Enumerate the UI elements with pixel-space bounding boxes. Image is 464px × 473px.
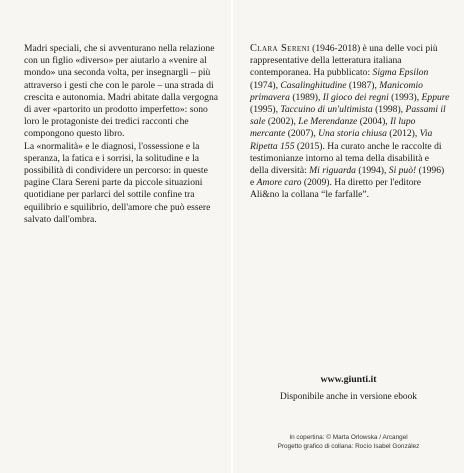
book-title: Sigma Epsilon — [372, 67, 429, 79]
bio-text: (1974), — [250, 79, 281, 91]
bio-text: (2007), — [285, 128, 319, 140]
book-title: Passami il sale — [250, 104, 446, 128]
book-title: Si può! — [388, 165, 417, 177]
book-title: Eppure — [421, 91, 450, 103]
bio-text: (2004), — [357, 116, 391, 128]
bio-text: (1993), — [388, 91, 422, 103]
bio-text: (1987), — [346, 79, 380, 91]
bio-text: (2002), — [265, 116, 299, 128]
bio-text: (2012), — [386, 128, 420, 140]
book-title: Manicomio primavera — [250, 79, 423, 103]
right-flap — [233, 0, 464, 473]
book-title: Taccuino di un'ultimista — [280, 104, 373, 116]
bio-text: (1995), — [250, 104, 281, 116]
synopsis — [24, 43, 219, 226]
publisher-website[interactable]: www.giunti.it — [320, 374, 377, 385]
author-name: Clara Sereni — [250, 43, 310, 54]
left-flap — [0, 0, 231, 473]
bio-text: (1996) e — [250, 165, 445, 189]
bio-text: (1989), — [289, 91, 323, 103]
book-title: Il lupo mercante — [250, 116, 416, 140]
cover-credit: In copertina: © Marta Orlowska / Arcangel — [289, 434, 408, 441]
credits — [233, 433, 464, 451]
book-title: Via Ripetta 155 — [250, 128, 433, 152]
book-title: Le Merendanze — [298, 116, 358, 128]
book-title: Il gioco dei regni — [322, 91, 389, 103]
author-bio — [250, 43, 450, 202]
ebook-note: Disponibile anche in versione ebook — [280, 392, 417, 402]
synopsis-paragraph-1: Madri speciali, che si avventurano nella relazione con un figlio «diverso» per aiutarlo a «venire al mondo» una seconda volta, per insegnargli – più attraverso i gesti che con le parole – una strada di crescita e autonomia. Madri abitate dalla vergogna di aver «partorito un prodotto imperfetto»: sono loro le protagoniste dei tredici racconti che compongono questo libro. — [24, 43, 219, 140]
bio-text: (1998), — [372, 104, 406, 116]
bio-text: (1994), — [355, 165, 389, 177]
bio-text: (1946-2018) è una delle voci più rappresentative della letteratura italiana contemporanea. Ha pubblicato: — [250, 43, 438, 79]
book-title: Una storia chiusa — [318, 128, 387, 140]
book-title: Casalinghitudine — [280, 79, 347, 91]
book-title: Amore caro — [256, 177, 302, 189]
design-credit: Progetto grafico di collana: Rocío Isabel González — [277, 443, 420, 450]
bio-text: (2009). Ha diretto per l'editore Ali&no la collana “le farfalle”. — [250, 177, 422, 201]
author-bio-paragraph — [250, 43, 450, 202]
bio-text: (2015). Ha curato anche le raccolte di testimonianze intorno al tema della disabilità e della diversità: — [250, 140, 442, 177]
book-title: Mi riguarda — [309, 165, 356, 177]
synopsis-paragraph-2: La «normalità» e le diagnosi, l'ossessione e la speranza, la fatica e i sorrisi, la solitudine e la possibilità di condividere un percorso: in queste pagine Clara Sereni parte da piccole situazioni quotidiane per parlarci del sottile confine tra equilibrio e squilibrio, dell'amore che può essere salvato dall'ombra. — [24, 140, 211, 225]
